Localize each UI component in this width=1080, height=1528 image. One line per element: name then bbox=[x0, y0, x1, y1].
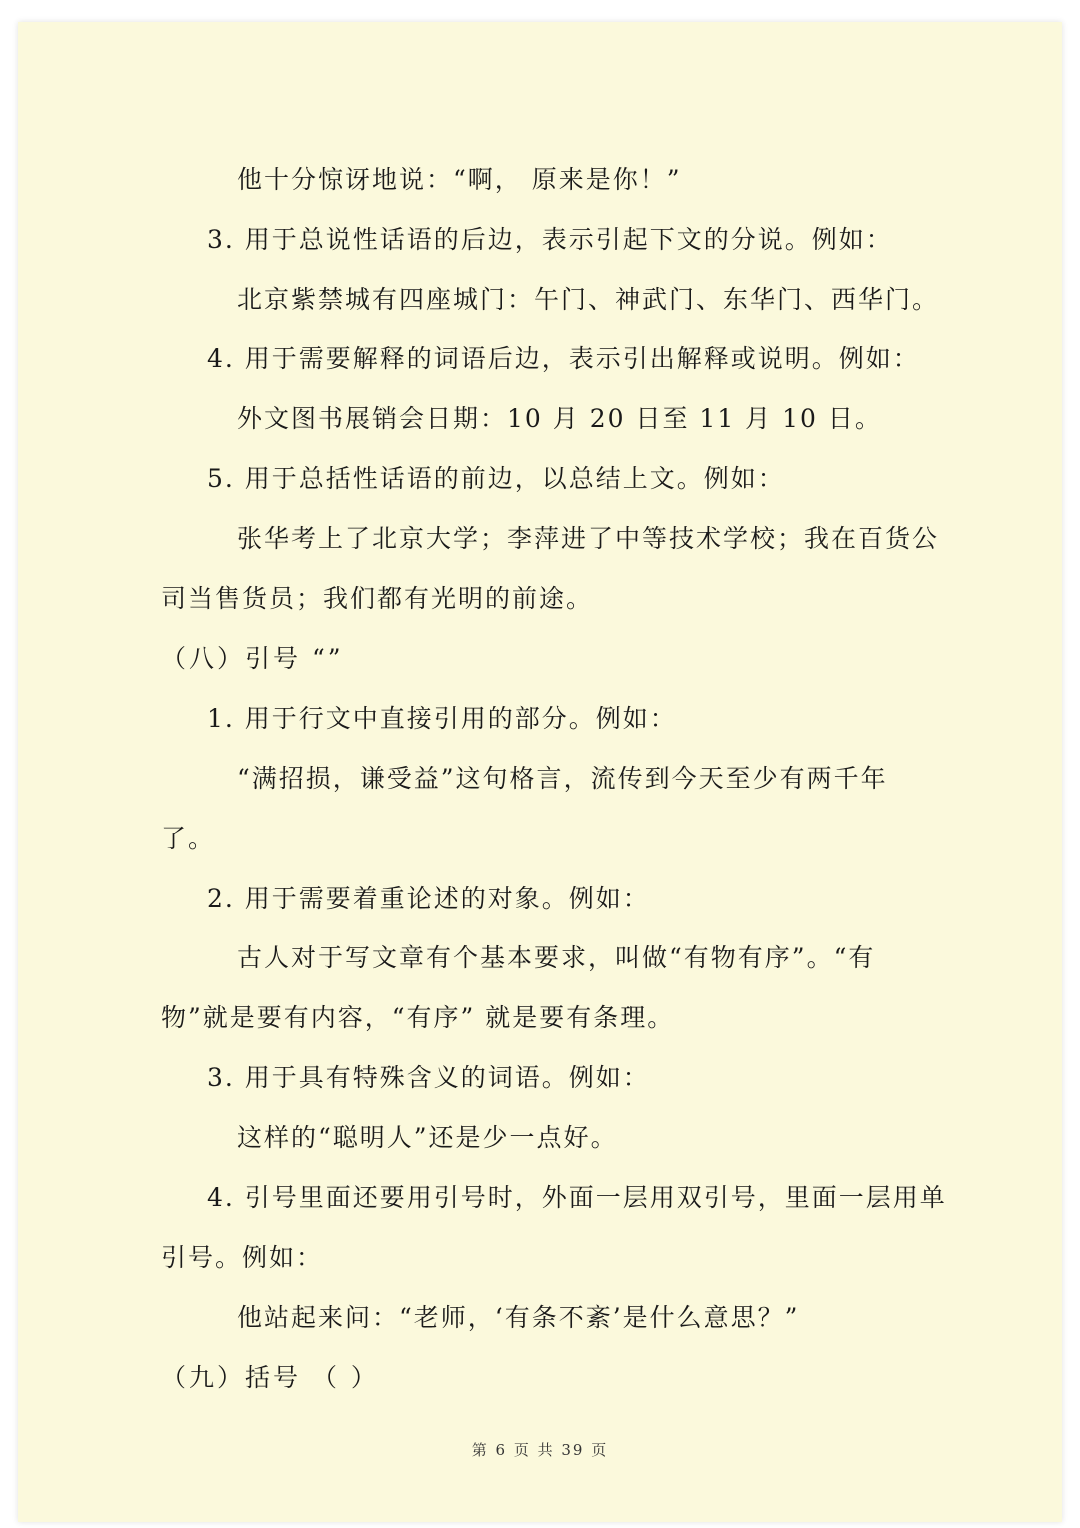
section-heading-parentheses: （九）括号 （ ） bbox=[161, 1363, 379, 1392]
example-line: 北京紫禁城有四座城门：午门、神武门、东华门、西华门。 bbox=[237, 285, 940, 314]
example-line: 外文图书展销会日期：10 月 20 日至 11 月 10 日。 bbox=[237, 404, 882, 433]
list-item-4: 4. 引号里面还要用引号时，外面一层用双引号，里面一层用单 bbox=[207, 1183, 947, 1212]
list-item-5: 5. 用于总括性话语的前边，以总结上文。例如： bbox=[207, 464, 785, 493]
example-line-continued: 了。 bbox=[161, 824, 216, 853]
page-number-footer: 第 6 页 共 39 页 bbox=[471, 1441, 609, 1459]
example-line: 这样的“聪明人”还是少一点好。 bbox=[237, 1123, 618, 1152]
text-line: 他十分惊讶地说：“啊， 原来是你！” bbox=[237, 165, 682, 194]
list-item-continued: 引号。例如： bbox=[161, 1243, 324, 1272]
list-item-3: 3. 用于具有特殊含义的词语。例如： bbox=[207, 1063, 650, 1092]
example-line-continued: 物”就是要有内容，“有序” 就是要有条理。 bbox=[161, 1003, 675, 1032]
example-line-continued: 司当售货员；我们都有光明的前途。 bbox=[161, 584, 594, 613]
section-heading-quotation-marks: （八）引号 “” bbox=[161, 644, 344, 673]
example-line: 张华考上了北京大学；李萍进了中等技术学校；我在百货公 bbox=[237, 524, 940, 553]
list-item-2: 2. 用于需要着重论述的对象。例如： bbox=[207, 884, 650, 913]
list-item-1: 1. 用于行文中直接引用的部分。例如： bbox=[207, 704, 677, 733]
list-item-3: 3. 用于总说性话语的后边，表示引起下文的分说。例如： bbox=[207, 225, 893, 254]
list-item-4: 4. 用于需要解释的词语后边，表示引出解释或说明。例如： bbox=[207, 344, 920, 373]
example-line: “满招损，谦受益”这句格言，流传到今天至少有两千年 bbox=[237, 764, 888, 793]
example-line: 古人对于写文章有个基本要求，叫做“有物有序”。“有 bbox=[237, 943, 876, 972]
example-line: 他站起来问：“老师，‘有条不紊’是什么意思？” bbox=[237, 1303, 800, 1332]
